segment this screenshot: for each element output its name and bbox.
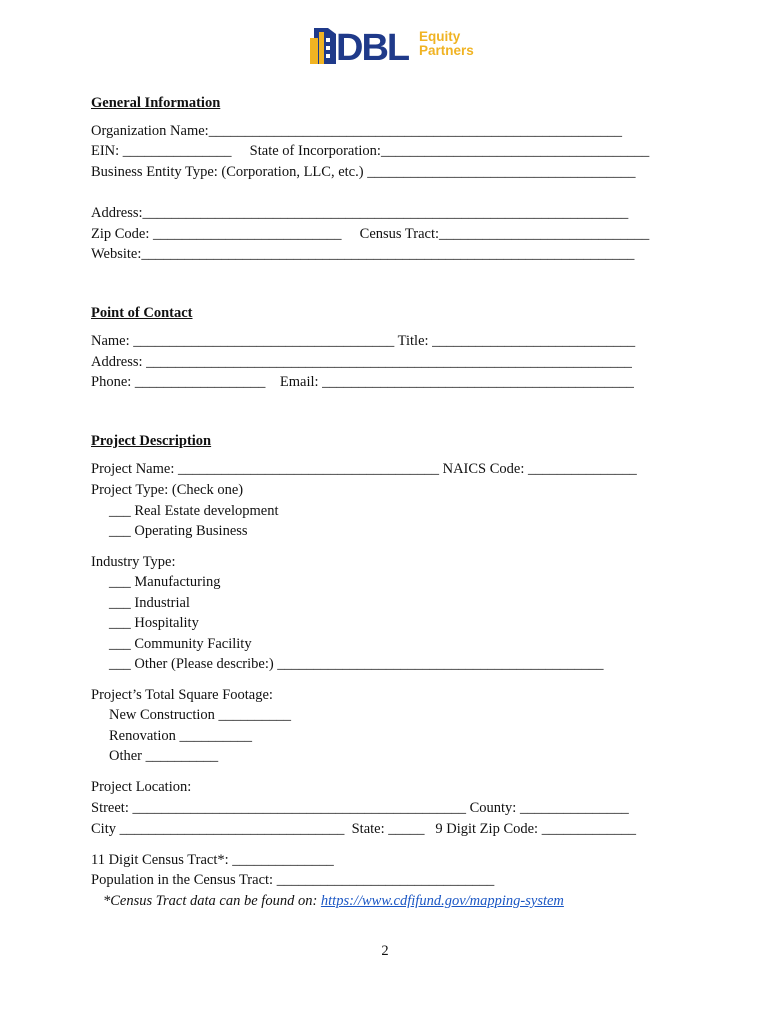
project-type-real-estate-option[interactable]: ___ Real Estate development — [109, 503, 279, 519]
new-construction-field[interactable]: New Construction __________ — [109, 707, 292, 723]
industry-hospitality-option[interactable]: ___ Hospitality — [109, 615, 199, 631]
page-number: 2 — [381, 943, 389, 959]
organization-name-field[interactable]: Organization Name:_________________________________________________________ — [91, 123, 622, 139]
project-name-naics-field[interactable]: Project Name: ____________________________________ NAICS Code: _______________ — [91, 461, 637, 477]
zip-census-tract-field[interactable]: Zip Code: __________________________ Census Tract:_____________________________ — [91, 226, 650, 242]
project-type-label: Project Type: (Check one) — [91, 482, 244, 498]
industry-other-option[interactable]: ___ Other (Please describe:) _____________________________________________ — [109, 656, 604, 672]
population-field[interactable]: Population in the Census Tract: ______________________________ — [91, 872, 495, 888]
company-logo — [306, 24, 474, 70]
census-tract-note — [103, 892, 564, 910]
industry-type-label: Industry Type: — [91, 554, 176, 570]
website-field[interactable]: Website:____________________________________________________________________ — [91, 246, 635, 262]
industry-community-facility-option[interactable]: ___ Community Facility — [109, 636, 252, 652]
logo-brand-text: DBL — [336, 27, 409, 69]
point-of-contact-heading: Point of Contact — [91, 305, 193, 321]
note-prefix: *Census Tract data can be found on: — [103, 893, 321, 909]
general-information-heading: General Information — [91, 95, 221, 111]
logo-subtitle-line1: Equity — [419, 29, 461, 44]
contact-name-title-field[interactable]: Name: ____________________________________ Title: ____________________________ — [91, 333, 636, 349]
industry-manufacturing-option[interactable]: ___ Manufacturing — [109, 574, 221, 590]
business-entity-type-field[interactable]: Business Entity Type: (Corporation, LLC, etc.) _____________________________________ — [91, 164, 636, 180]
logo-subtitle-line2: Partners — [419, 43, 474, 58]
street-county-field[interactable]: Street: ______________________________________________ County: _______________ — [91, 800, 629, 816]
project-description-heading: Project Description — [91, 433, 212, 449]
city-state-zip-field[interactable]: City _______________________________ State: _____ 9 Digit Zip Code: _____________ — [91, 821, 636, 837]
address-field[interactable]: Address:___________________________________________________________________ — [91, 205, 629, 221]
industry-industrial-option[interactable]: ___ Industrial — [109, 595, 190, 611]
project-location-label: Project Location: — [91, 779, 192, 795]
contact-phone-email-field[interactable]: Phone: __________________ Email: ___________________________________________ — [91, 374, 634, 390]
ein-state-field[interactable]: EIN: _______________ State of Incorporation:_____________________________________ — [91, 143, 650, 159]
other-sqft-field[interactable]: Other __________ — [109, 748, 219, 764]
total-square-footage-label: Project’s Total Square Footage: — [91, 687, 273, 703]
contact-address-field[interactable]: Address: ___________________________________________________________________ — [91, 354, 632, 370]
census-tract-field[interactable]: 11 Digit Census Tract*: ______________ — [91, 852, 334, 868]
logo-subtitle — [419, 30, 474, 58]
renovation-field[interactable]: Renovation __________ — [109, 728, 252, 744]
building-logo-icon — [306, 24, 340, 70]
mapping-system-link[interactable]: https://www.cdfifund.gov/mapping-system — [320, 893, 564, 909]
project-type-operating-business-option[interactable]: ___ Operating Business — [109, 523, 248, 539]
